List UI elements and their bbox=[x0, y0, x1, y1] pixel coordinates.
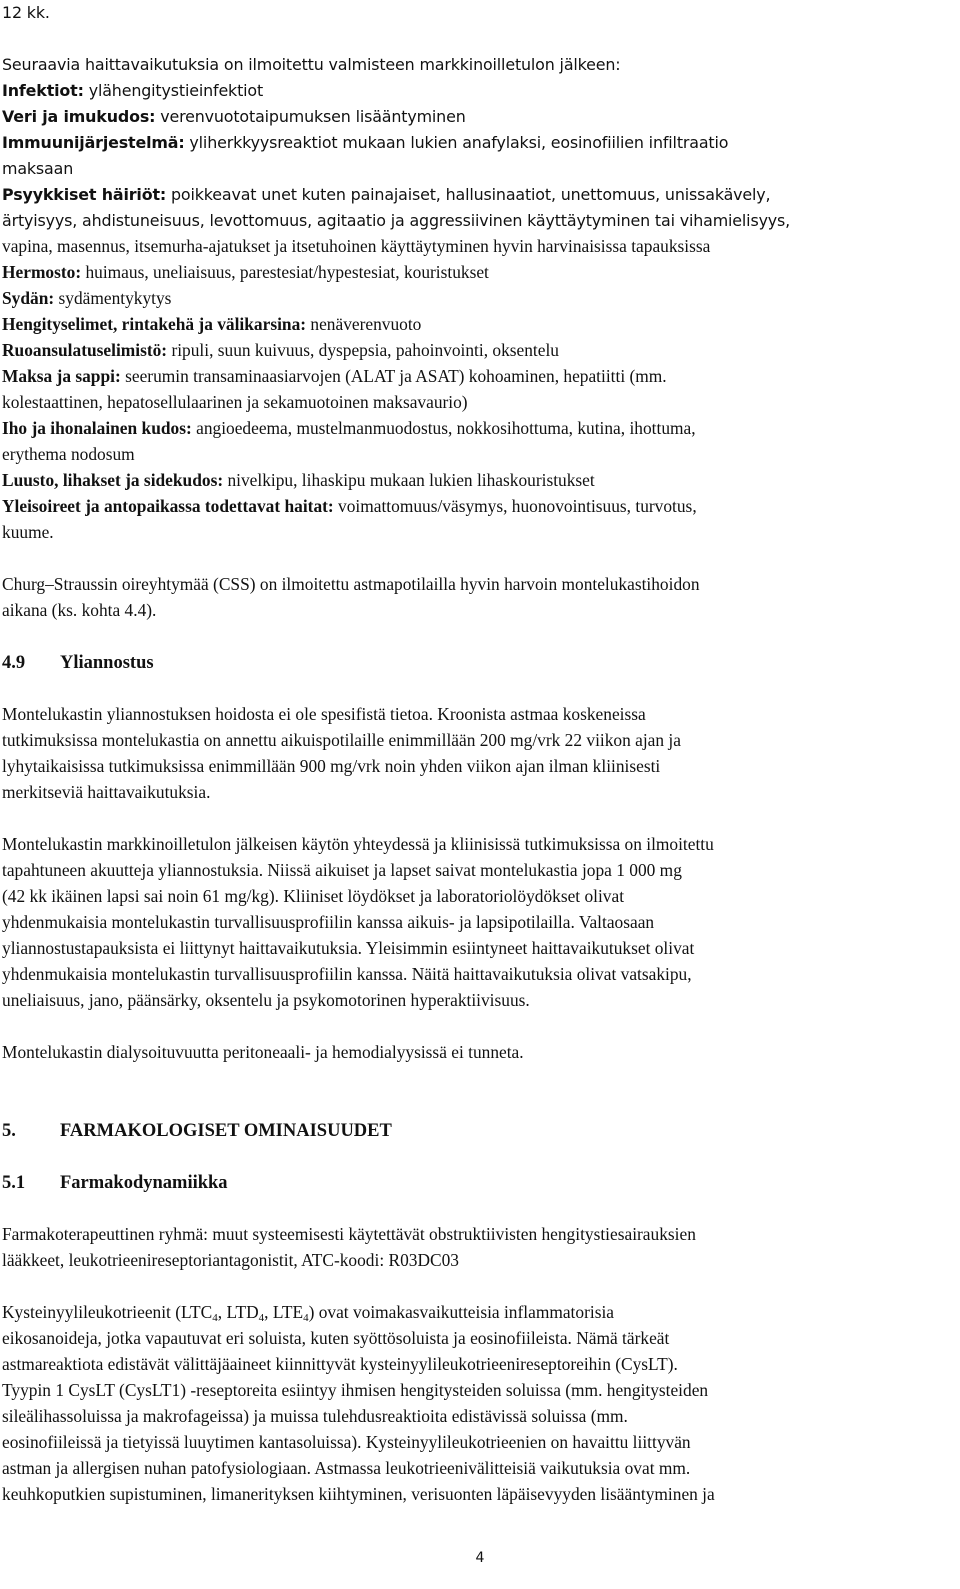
list-item-heart bbox=[2, 286, 952, 312]
spacer bbox=[2, 624, 952, 650]
css-paragraph-line: Churg–Straussin oireyhtymää (CSS) on ilmoitettu astmapotilailla hyvin harvoin montelukastihoidon bbox=[2, 575, 700, 594]
paragraph-line: yliannostustapauksista ei liittynyt haittavaikutuksia. Yleisimmin esiintyneet haittavaikutukset olivat bbox=[2, 939, 695, 958]
list-item-immune bbox=[2, 130, 952, 156]
paragraph-line: lääkkeet, leukotrieenireseptoriantagonistit, ATC-koodi: R03DC03 bbox=[2, 1251, 459, 1270]
page-number: 4 bbox=[475, 1550, 485, 1566]
category-label: Psyykkiset häiriöt: bbox=[2, 185, 167, 204]
spacer bbox=[2, 676, 952, 702]
category-text: voimattomuus/väsymys, huonovointisuus, turvotus, bbox=[333, 497, 697, 516]
paragraph-line: (42 kk ikäinen lapsi sai noin 61 mg/kg). Kliiniset löydökset ja laboratoriolöydökset olivat bbox=[2, 887, 625, 906]
paragraph-line: Montelukastin markkinoilletulon jälkeisen käytön yhteydessä ja kliinisissä tutkimuksissa on ilmoitettu bbox=[2, 835, 714, 854]
category-text: ripuli, suun kuivuus, dyspepsia, pahoinvointi, oksentelu bbox=[167, 341, 559, 360]
category-text: nenäverenvuoto bbox=[306, 315, 422, 334]
paragraph-line: Tyypin 1 CysLT (CysLT1) -reseptoreita esiintyy ihmisen hengitysteiden soluissa (mm. hengitysteiden bbox=[2, 1381, 709, 1400]
category-label: Maksa ja sappi: bbox=[2, 367, 121, 386]
section-number: 5. bbox=[2, 1121, 16, 1141]
section-title: FARMAKOLOGISET OMINAISUUDET bbox=[60, 1121, 392, 1141]
paragraph-line: astmareaktiota edistävät välittäjäaineet kiinnittyvät kysteinyylileukotrieenireseptoreihin (CysLT). bbox=[2, 1355, 678, 1374]
text-run: , LTE bbox=[264, 1303, 304, 1322]
paragraph-line: tutkimuksissa montelukastia on annettu aikuispotilaille enimmillään 200 mg/vrk 22 viikon ajan ja bbox=[2, 731, 681, 750]
spacer bbox=[2, 1014, 952, 1040]
post-marketing-intro: Seuraavia haittavaikutuksia on ilmoitettu valmisteen markkinoilletulon jälkeen: bbox=[2, 55, 621, 74]
list-item-respiratory bbox=[2, 312, 952, 338]
css-paragraph-line: aikana (ks. kohta 4.4). bbox=[2, 601, 157, 620]
category-label: Hermosto: bbox=[2, 263, 82, 282]
paragraph-line: lyhytaikaisissa tutkimuksissa enimmillään 900 mg/vrk noin yhden viikon ajan ilman kliinisesti bbox=[2, 757, 661, 776]
list-item-musculo bbox=[2, 468, 952, 494]
list-item-immune-cont: maksaan bbox=[2, 159, 74, 178]
paragraph-line: Farmakoterapeuttinen ryhmä: muut systeemisesti käytettävät obstruktiivisten hengitystiesairauksien bbox=[2, 1225, 696, 1244]
paragraph-line: tapahtuneen akuutteja yliannostuksia. Niissä aikuiset ja lapset saivat montelukastia jopa 1 000 mg bbox=[2, 861, 682, 880]
list-item-nervous bbox=[2, 260, 952, 286]
category-label: Immuunijärjestelmä: bbox=[2, 133, 185, 152]
category-text: poikkeavat unet kuten painajaiset, hallusinaatiot, unettomuus, unissakävely, bbox=[166, 185, 771, 204]
list-item-psych-cont: ärtyisyys, ahdistuneisuus, levottomuus, agitaatio ja aggressiivinen käyttäytyminen tai vihamielisyys, bbox=[2, 211, 791, 230]
subscript: 4 bbox=[303, 1312, 309, 1324]
list-item-general-cont: kuume. bbox=[2, 523, 54, 542]
spacer bbox=[2, 1196, 952, 1222]
list-item-psych-cont: vapina, masennus, itsemurha-ajatukset ja itsetuhoinen käyttäytyminen hyvin harvinaisissa tapauksissa bbox=[2, 237, 711, 256]
category-label: Ruoansulatuselimistö: bbox=[2, 341, 168, 360]
category-label: Veri ja imukudos: bbox=[2, 107, 156, 126]
paragraph-line: sileälihassoluissa ja makrofageissa) ja muissa tulehdusreaktioita edistävissä soluissa (mm. bbox=[2, 1407, 628, 1426]
list-item-skin-cont: erythema nodosum bbox=[2, 445, 135, 464]
section-number: 5.1 bbox=[2, 1173, 26, 1193]
category-text: verenvuototaipumuksen lisääntyminen bbox=[155, 107, 466, 126]
paragraph-line: astman ja allergisen nuhan patofysiologiaan. Astmassa leukotrieenivälitteisiä vaikutuksia ovat mm. bbox=[2, 1459, 691, 1478]
category-text: sydämentykytys bbox=[54, 289, 172, 308]
spacer bbox=[2, 806, 952, 832]
paragraph-line: yhdenmukaisia montelukastin turvallisuusprofiilin kanssa. Näitä haittavaikutuksia olivat vatsakipu, bbox=[2, 965, 692, 984]
category-text: ylähengitystieinfektiot bbox=[83, 81, 264, 100]
section-heading-5-1 bbox=[2, 1170, 952, 1196]
category-label: Iho ja ihonalainen kudos: bbox=[2, 419, 192, 438]
category-text: seerumin transaminaasiarvojen (ALAT ja ASAT) kohoaminen, hepatiitti (mm. bbox=[120, 367, 667, 386]
paragraph-line: yhdenmukaisia montelukastin turvallisuusprofiilin kanssa aikuis- ja lapsipotilailla. Valtaosaan bbox=[2, 913, 655, 932]
category-label: Sydän: bbox=[2, 289, 55, 308]
section-number: 4.9 bbox=[2, 653, 26, 673]
section-title: Farmakodynamiikka bbox=[60, 1173, 228, 1193]
category-label: Hengityselimet, rintakehä ja välikarsina: bbox=[2, 315, 307, 334]
subscript: 4 bbox=[212, 1312, 218, 1324]
text-run: ) ovat voimakasvaikutteisia inflammatorisia bbox=[308, 1303, 614, 1322]
paragraph-line: Montelukastin dialysoituvuutta peritoneaali- ja hemodialyysissä ei tunneta. bbox=[2, 1043, 524, 1062]
spacer bbox=[2, 546, 952, 572]
list-item-liver bbox=[2, 364, 952, 390]
paragraph-line: keuhkoputkien supistuminen, limanerityksen kiihtyminen, verisuonten läpäisevyyden lisääntyminen ja bbox=[2, 1485, 715, 1504]
spacer bbox=[2, 26, 952, 52]
spacer bbox=[2, 1144, 952, 1170]
category-label: Infektiot: bbox=[2, 81, 84, 100]
list-item-blood bbox=[2, 104, 952, 130]
section-heading-5 bbox=[2, 1118, 952, 1144]
text-run: , LTD bbox=[217, 1303, 259, 1322]
category-text: huimaus, uneliaisuus, parestesiat/hypestesiat, kouristukset bbox=[81, 263, 489, 282]
top-line: 12 kk. bbox=[2, 3, 50, 22]
spacer bbox=[2, 1092, 952, 1118]
paragraph-line: eikosanoideja, jotka vapautuvat eri soluista, kuten syöttösoluista ja eosinofiileista. Nämä tärkeät bbox=[2, 1329, 670, 1348]
category-text: nivelkipu, lihaskipu mukaan lukien lihaskouristukset bbox=[223, 471, 595, 490]
section-heading-4-9 bbox=[2, 650, 952, 676]
category-label: Luusto, lihakset ja sidekudos: bbox=[2, 471, 224, 490]
category-label: Yleisoireet ja antopaikassa todettavat haitat: bbox=[2, 497, 334, 516]
paragraph-line: uneliaisuus, jano, päänsärky, oksentelu ja psykomotorinen hyperaktiivisuus. bbox=[2, 991, 530, 1010]
list-item-general bbox=[2, 494, 952, 520]
paragraph-line: merkitseviä haittavaikutuksia. bbox=[2, 783, 211, 802]
subscript: 4 bbox=[258, 1312, 265, 1324]
category-text: yliherkkyysreaktiot mukaan lukien anafylaksi, eosinofiilien infiltraatio bbox=[184, 133, 729, 152]
list-item-infections bbox=[2, 78, 952, 104]
list-item-liver-cont: kolestaattinen, hepatosellulaarinen ja sekamuotoinen maksavaurio) bbox=[2, 393, 468, 412]
list-item-gi bbox=[2, 338, 952, 364]
section-title: Yliannostus bbox=[60, 653, 154, 673]
paragraph-line: eosinofiileissä ja tietyissä luuytimen kantasoluissa). Kysteinyylileukotrieenien on havaittu liittyvän bbox=[2, 1433, 691, 1452]
paragraph-line bbox=[2, 1300, 952, 1326]
category-text: angioedeema, mustelmanmuodostus, nokkosihottuma, kutina, ihottuma, bbox=[191, 419, 696, 438]
list-item-psych bbox=[2, 182, 952, 208]
text-run: Kysteinyylileukotrieenit (LTC bbox=[2, 1303, 213, 1322]
list-item-skin bbox=[2, 416, 952, 442]
paragraph-line: Montelukastin yliannostuksen hoidosta ei ole spesifistä tietoa. Kroonista astmaa koskeneissa bbox=[2, 705, 646, 724]
spacer bbox=[2, 1066, 952, 1092]
spacer bbox=[2, 1274, 952, 1300]
